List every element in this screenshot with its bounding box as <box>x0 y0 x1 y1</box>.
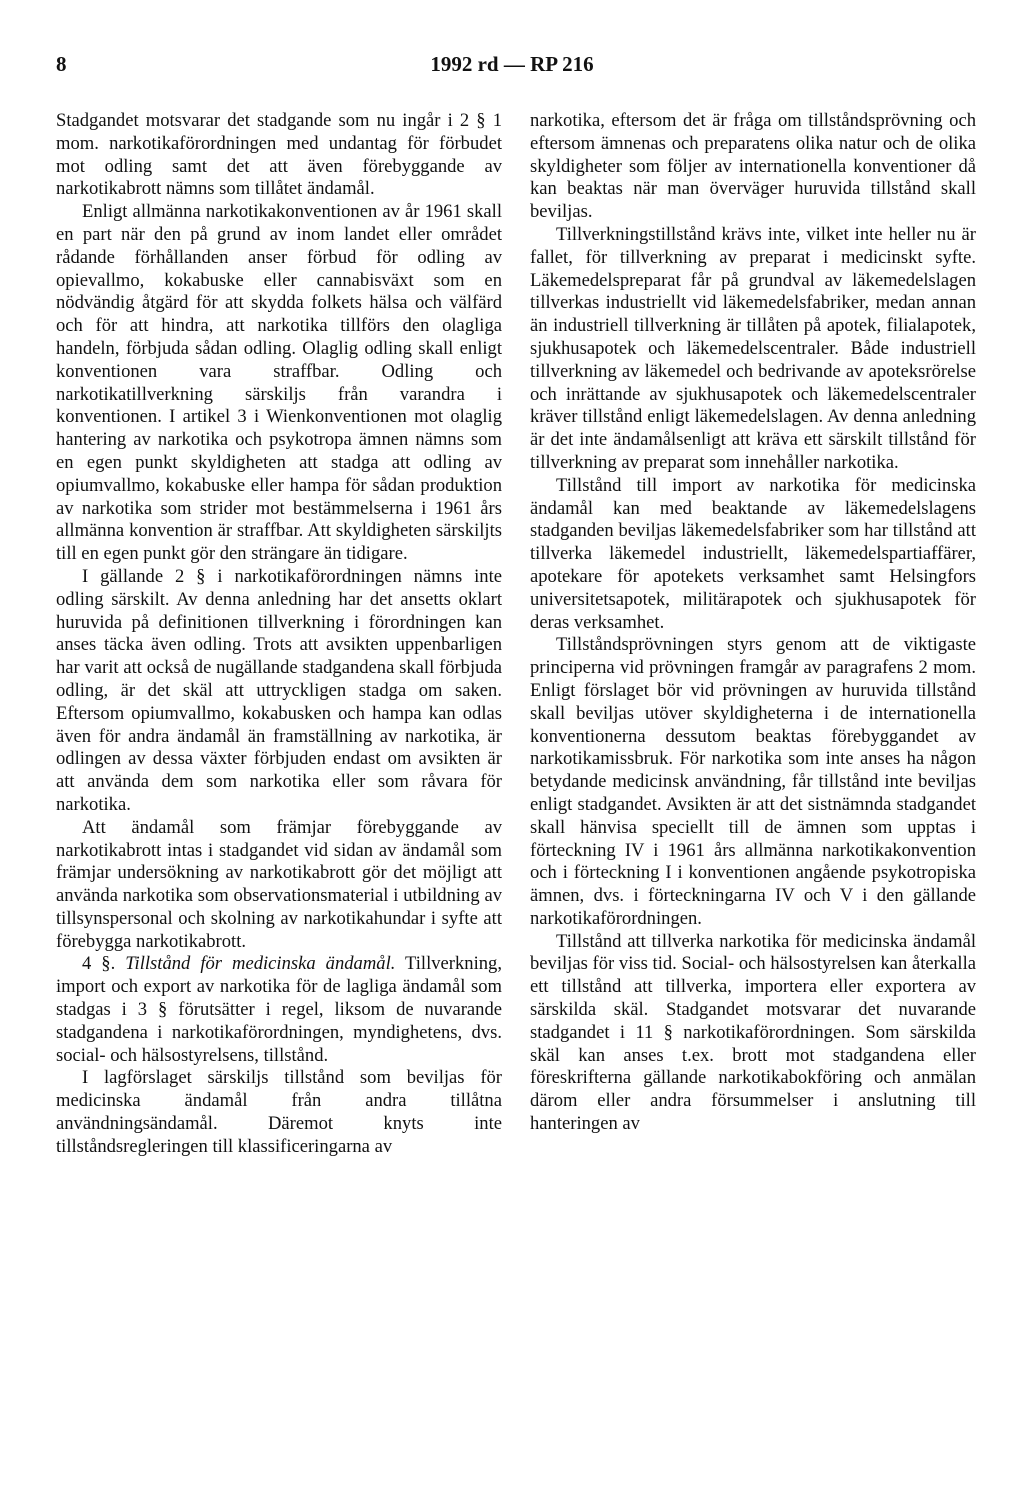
page-number: 8 <box>56 52 67 76</box>
paragraph: I lagförslaget särskiljs tillstånd som beviljas för medicinska ändamål från andra tillåtna användningsändamål. Däremot knyts inte tillståndsregleringen till klassificeringarna av <box>56 1067 502 1157</box>
section-paragraph <box>56 953 502 1067</box>
paragraph: Tillstånd till import av narkotika för medicinska ändamål kan med beaktande av läkemedelslagens stadganden beviljas läkemedelsfabriker som har tillstånd att tillverka läkemedel industriellt, läkemedelspartiaffärer, apotekare för apotekets verksamhet samt Helsingfors universitetsapotek, militärapotek och sjukhusapotek för deras verksamhet. <box>530 474 976 633</box>
paragraph: Enligt allmänna narkotikakonventionen av år 1961 skall en part när den på grund av inom landet eller området rådande förhållanden anser förbud för odling av opievallmo, kokabuske eller cannabisväxt som en nödvändig åtgärd för att skydda folkets hälsa och välfärd och för att hindra, att narkotika tillförs den olagliga handeln, förbjuda sådan odling. Olaglig odling skall enligt konventionen vara straffbar. Odling och narkotikatillverkning särskiljs från varandra i konventionen. I artikel 3 i Wienkonventionen mot olaglig hantering av narkotika och psykotropa ämnen nämns som en egen punkt skyldigheten att stadga att odling av opiumvallmo, kokabuske eller hampa för sådan produktion av narkotika som strider mot bestämmelserna i 1961 års allmänna konvention är straffbar. Att skyldigheten särskiljts till en egen punkt gör den strängare än tidigare. <box>56 201 502 565</box>
paragraph: I gällande 2 § i narkotikaförordningen nämns inte odling särskilt. Av denna anledning har det ansetts oklart huruvida på definitionen tillverkning i förordningen kan anses täcka även odling. Trots att avsikten uppenbarligen har varit att också de nugällande stadgandena skall förbjuda odling, är det skäl att uttryckligen stadga om saken. Eftersom opiumvallmo, kokabusken och hampa kan odlas även för andra ändamål än framställning av narkotika, är odlingen av dessa växter förbjuden endast om avsikten är att använda dem som narkotika eller som råvara för narkotika. <box>56 565 502 815</box>
paragraph: Att ändamål som främjar förebyggande av narkotikabrott intas i stadgandet vid sidan av ändamål som främjar undersökning av narkotikabrott gör det möjligt att använda narkotika som observationsmaterial i utbildning av tillsynspersonal och skolning av narkotikahundar i syfte att förebygga narkotikabrott. <box>56 816 502 952</box>
running-head: 1992 rd — RP 216 <box>430 52 594 76</box>
right-column <box>530 110 976 1136</box>
left-column <box>56 110 502 1159</box>
section-number: 4 §. <box>82 953 116 975</box>
paragraph: Tillstånd att tillverka narkotika för medicinska ändamål beviljas för viss tid. Social- och hälsostyrelsen kan återkalla ett tillstånd att tillverka, importera eller exportera av särskilda skäl. Stadgandet motsvarar det nuvarande stadgandet i 11 § narkotikaförordningen. Som särskilda skäl kan anses t.ex. brott mot stadgandena eller föreskrifterna gällande narkotikabokföring och anmälan därom eller andra försummelser i anslutning till hanteringen av <box>530 930 976 1135</box>
paragraph: narkotika, eftersom det är fråga om tillståndsprövning och eftersom ämnenas och preparatens olika natur och de olika skyldigheter som följer av internationella konventioner då kan beaktas när man överväger huruvida tillstånd skall beviljas. <box>530 110 976 223</box>
paragraph: Tillverkningstillstånd krävs inte, vilket inte heller nu är fallet, för tillverkning av preparat i medicinskt syfte. Läkemedelspreparat får på grundval av läkemedelslagen tillverkas industriellt vid läkemedelsfabriker, medan annan än industriell tillverkning är tillåten på apotek, filialapotek, sjukhusapotek och läkemedelscentraler. Både industriell tillverkning av läkemedel och bedrivande av apoteksrörelse och inrättande av sjukhusapotek och läkemedelscentraler kräver tillstånd enligt läkemedelslagen. Av denna anledning är det inte ändamålsenligt att kräva ett särskilt tillstånd för tillverkning av preparat som innehåller narkotika. <box>530 223 976 473</box>
paragraph: Tillståndsprövningen styrs genom att de viktigaste principerna vid prövningen framgår av paragrafens 2 mom. Enligt förslaget bör vid prövningen av huruvida tillstånd skall beviljas utöver skyldigheterna i de internationella konventionerna dessutom beaktas förebyggandet av narkotikamissbruk. För narkotika som inte anses ha någon betydande medicinsk användning, får tillstånd inte beviljas enligt stadgandet. Avsikten är att det sistnämnda stadgandet skall hänvisa speciellt till de ämnen som upptas i förteckning IV i 1961 års allmänna narkotikakonvention och i förteckning I i konventionen angående psykotropiska ämnen, dvs. i förteckningarna IV och V i den gällande narkotikaförordningen. <box>530 634 976 929</box>
section-title: Tillstånd för medicinska ändamål. <box>125 953 396 975</box>
paragraph: Stadgandet motsvarar det stadgande som nu ingår i 2 § 1 mom. narkotikaförordningen med undantag för förbudet mot odling samt det att även förebyggande av narkotikabrott nämns som tillåtet ändamål. <box>56 110 502 200</box>
section-body: Tillverkning, import och export av narkotika för de lagliga ändamål som stadgas i 3 § förutsätter i regel, liksom de nuvarande stadgandena i narkotikaförordningen, myndighetens, dvs. social- och hälsostyrelsens, tillstånd. <box>56 953 502 1066</box>
